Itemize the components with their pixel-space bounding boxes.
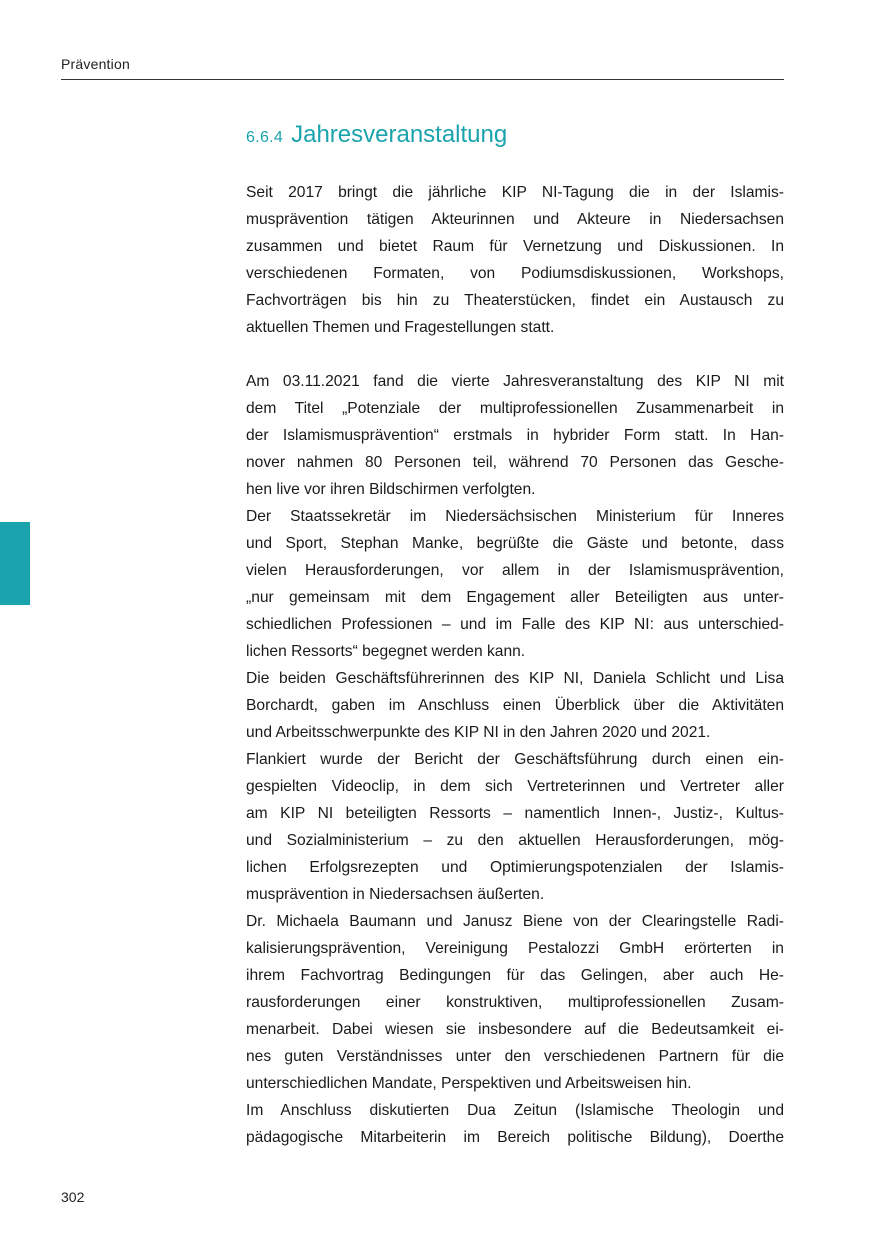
text-line: Am 03.11.2021 fand die vierte Jahresveranstaltung des KIP NI mit bbox=[246, 373, 784, 390]
text-line: aktuellen Themen und Fragestellungen statt. bbox=[246, 319, 555, 336]
header-rule bbox=[61, 79, 784, 80]
text-line: nover nahmen 80 Personen teil, während 70 Personen das Gesche- bbox=[246, 454, 784, 471]
text-line: Borchardt, gaben im Anschluss einen Überblick über die Aktivitäten bbox=[246, 697, 784, 714]
text-line: pädagogische Mitarbeiterin im Bereich politische Bildung), Doerthe bbox=[246, 1129, 784, 1146]
section-title: Jahresveranstaltung bbox=[291, 121, 508, 148]
page-number: 302 bbox=[61, 1189, 85, 1205]
paragraph bbox=[246, 368, 784, 503]
text-line: am KIP NI beteiligten Ressorts – namentlich Innen-, Justiz-, Kultus- bbox=[246, 805, 784, 822]
text-line: „nur gemeinsam mit dem Engagement aller Beteiligten aus unter- bbox=[246, 589, 784, 606]
text-line: und Sozialministerium – zu den aktuellen Herausforderungen, mög- bbox=[246, 832, 784, 849]
text-line: menarbeit. Dabei wiesen sie insbesondere auf die Bedeutsamkeit ei- bbox=[246, 1021, 784, 1038]
text-line: und Arbeitsschwerpunkte des KIP NI in den Jahren 2020 und 2021. bbox=[246, 724, 711, 741]
text-line: Fachvorträgen bis hin zu Theaterstücken, findet ein Austausch zu bbox=[246, 292, 784, 309]
text-line: verschiedenen Formaten, von Podiumsdiskussionen, Workshops, bbox=[246, 265, 784, 282]
paragraph bbox=[246, 665, 784, 746]
paragraph bbox=[246, 746, 784, 908]
section-number: 6.6.4 bbox=[246, 129, 284, 146]
text-line: ihrem Fachvortrag Bedingungen für das Gelingen, aber auch He- bbox=[246, 967, 784, 984]
text-line: Im Anschluss diskutierten Dua Zeitun (Islamische Theologin und bbox=[246, 1102, 784, 1119]
running-head: Prävention bbox=[61, 56, 130, 72]
text-line: vielen Herausforderungen, vor allem in der Islamismusprävention, bbox=[246, 562, 784, 579]
text-line: lichen Ressorts“ begegnet werden kann. bbox=[246, 643, 526, 660]
chapter-side-tab bbox=[0, 522, 30, 605]
text-line: Flankiert wurde der Bericht der Geschäftsführung durch einen ein- bbox=[246, 751, 784, 768]
text-line: Dr. Michaela Baumann und Janusz Biene von der Clearingstelle Radi- bbox=[246, 913, 784, 930]
paragraph bbox=[246, 1097, 784, 1151]
text-line: der Islamismusprävention“ erstmals in hybrider Form statt. In Han- bbox=[246, 427, 784, 444]
text-line: nes guten Verständnisses unter den verschiedenen Partnern für die bbox=[246, 1048, 784, 1065]
text-line: gespielten Videoclip, in dem sich Vertreterinnen und Vertreter aller bbox=[246, 778, 784, 795]
text-line: musprävention tätigen Akteurinnen und Akteure in Niedersachsen bbox=[246, 211, 784, 228]
text-line: zusammen und bietet Raum für Vernetzung und Diskussionen. In bbox=[246, 238, 784, 255]
paragraph bbox=[246, 179, 784, 341]
text-line: hen live vor ihren Bildschirmen verfolgten. bbox=[246, 481, 536, 498]
text-line: rausforderungen einer konstruktiven, multiprofessionellen Zusam- bbox=[246, 994, 784, 1011]
text-line: und Sport, Stephan Manke, begrüßte die Gäste und betonte, dass bbox=[246, 535, 784, 552]
text-line: Seit 2017 bringt die jährliche KIP NI-Tagung die in der Islamis- bbox=[246, 184, 784, 201]
text-line: musprävention in Niedersachsen äußerten. bbox=[246, 886, 545, 903]
section-heading bbox=[246, 121, 507, 149]
paragraph bbox=[246, 503, 784, 665]
text-line: kalisierungsprävention, Vereinigung Pestalozzi GmbH erörterten in bbox=[246, 940, 784, 957]
paragraph-gap bbox=[246, 341, 784, 368]
text-line: unterschiedlichen Mandate, Perspektiven und Arbeitsweisen hin. bbox=[246, 1075, 692, 1092]
text-line: dem Titel „Potenziale der multiprofessionellen Zusammenarbeit in bbox=[246, 400, 784, 417]
text-line: Der Staatssekretär im Niedersächsischen Ministerium für Inneres bbox=[246, 508, 784, 525]
text-line: schiedlichen Professionen – und im Falle des KIP NI: aus unterschied- bbox=[246, 616, 784, 633]
text-line: Die beiden Geschäftsführerinnen des KIP NI, Daniela Schlicht und Lisa bbox=[246, 670, 784, 687]
text-line: lichen Erfolgsrezepten und Optimierungspotenzialen der Islamis- bbox=[246, 859, 784, 876]
paragraph bbox=[246, 908, 784, 1097]
body-text bbox=[246, 179, 784, 1151]
